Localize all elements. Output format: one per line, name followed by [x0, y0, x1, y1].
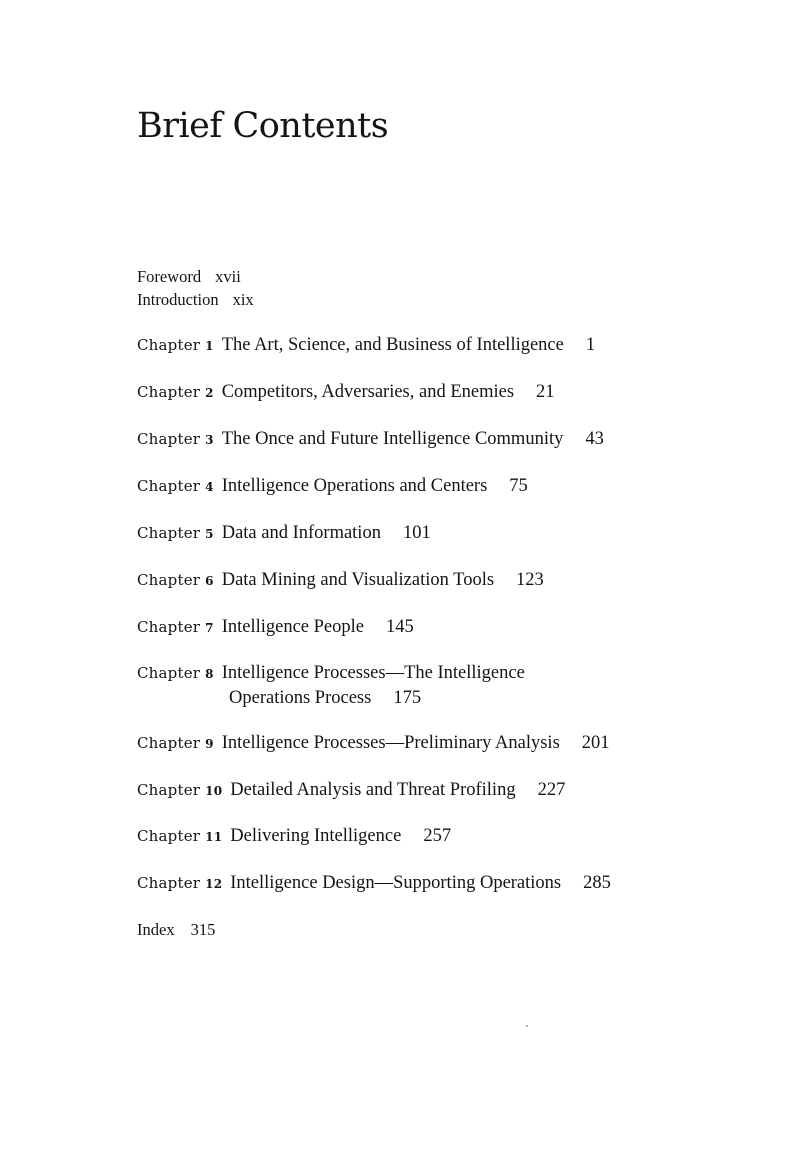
- front-matter-introduction[interactable]: [137, 288, 254, 311]
- chapter-entry-6[interactable]: [137, 568, 544, 593]
- chapter-page: 285: [583, 873, 611, 893]
- chapter-entry-2[interactable]: [137, 380, 555, 405]
- chapter-title: Detailed Analysis and Threat Profiling: [230, 780, 516, 800]
- chapter-entry-5[interactable]: [137, 521, 431, 546]
- chapter-label: Chapter 8: [137, 664, 214, 682]
- chapter-entry-12[interactable]: [137, 871, 611, 896]
- front-matter-page: xix: [232, 290, 254, 309]
- chapter-label: Chapter 2: [137, 383, 214, 401]
- chapter-label: Chapter 4: [137, 477, 214, 495]
- index-entry[interactable]: [137, 918, 215, 941]
- chapter-label: Chapter 12: [137, 874, 223, 892]
- front-matter-foreword[interactable]: [137, 265, 254, 288]
- chapter-label: Chapter 9: [137, 734, 214, 752]
- scan-speck: [526, 1025, 528, 1027]
- chapter-title-continuation: [137, 686, 525, 710]
- chapter-label: Chapter 1: [137, 336, 214, 354]
- chapter-label: Chapter 6: [137, 571, 214, 589]
- chapter-title: Data Mining and Visualization Tools: [221, 570, 495, 590]
- front-matter-page: xvii: [215, 267, 241, 286]
- chapter-entry-11[interactable]: [137, 824, 451, 849]
- chapter-entry-8[interactable]: [137, 661, 525, 710]
- chapter-label: Chapter 10: [137, 781, 223, 799]
- chapter-label: Chapter 5: [137, 524, 214, 542]
- chapter-page: 201: [581, 733, 610, 753]
- chapter-label: Chapter 3: [137, 430, 214, 448]
- chapter-page: 43: [585, 429, 604, 449]
- chapter-page: 175: [393, 688, 422, 708]
- index-page: 315: [190, 920, 216, 939]
- chapter-title: Intelligence Processes—Preliminary Analysis: [221, 733, 560, 753]
- chapter-title-line-1: Intelligence Processes—The Intelligence: [221, 663, 525, 683]
- front-matter-label: Foreword: [137, 267, 202, 286]
- chapter-entry-9[interactable]: [137, 731, 610, 756]
- chapter-entry-10[interactable]: [137, 778, 565, 803]
- chapter-page: 21: [536, 382, 555, 402]
- index-label: Index: [137, 920, 175, 939]
- page-title: Brief Contents: [137, 106, 389, 146]
- chapter-page: 75: [509, 476, 528, 496]
- chapter-title: Intelligence Operations and Centers: [221, 476, 488, 496]
- chapter-entry-7[interactable]: [137, 615, 414, 640]
- chapter-page: 101: [402, 523, 431, 543]
- chapter-page: 1: [585, 335, 596, 355]
- chapter-entry-4[interactable]: [137, 474, 528, 499]
- chapter-page: 227: [537, 780, 566, 800]
- chapter-title: Competitors, Adversaries, and Enemies: [221, 382, 515, 402]
- front-matter-list: [137, 265, 254, 311]
- front-matter-label: Introduction: [137, 290, 219, 309]
- chapter-title: The Art, Science, and Business of Intelligence: [221, 335, 564, 355]
- chapter-page: 145: [386, 617, 414, 637]
- chapter-label: Chapter 7: [137, 618, 214, 636]
- chapter-label: Chapter 11: [137, 827, 223, 845]
- chapter-title: Intelligence Design—Supporting Operations: [230, 873, 562, 893]
- chapter-entry-1[interactable]: [137, 333, 595, 358]
- chapter-title: Intelligence People: [221, 617, 364, 637]
- chapter-page: 257: [423, 826, 452, 846]
- chapter-title-line-2: Operations Process: [229, 688, 372, 708]
- chapter-entry-3[interactable]: [137, 427, 604, 452]
- chapter-title: Data and Information: [221, 523, 381, 543]
- chapter-page: 123: [516, 570, 544, 590]
- chapter-title: Delivering Intelligence: [230, 826, 402, 846]
- chapter-title: The Once and Future Intelligence Community: [221, 429, 564, 449]
